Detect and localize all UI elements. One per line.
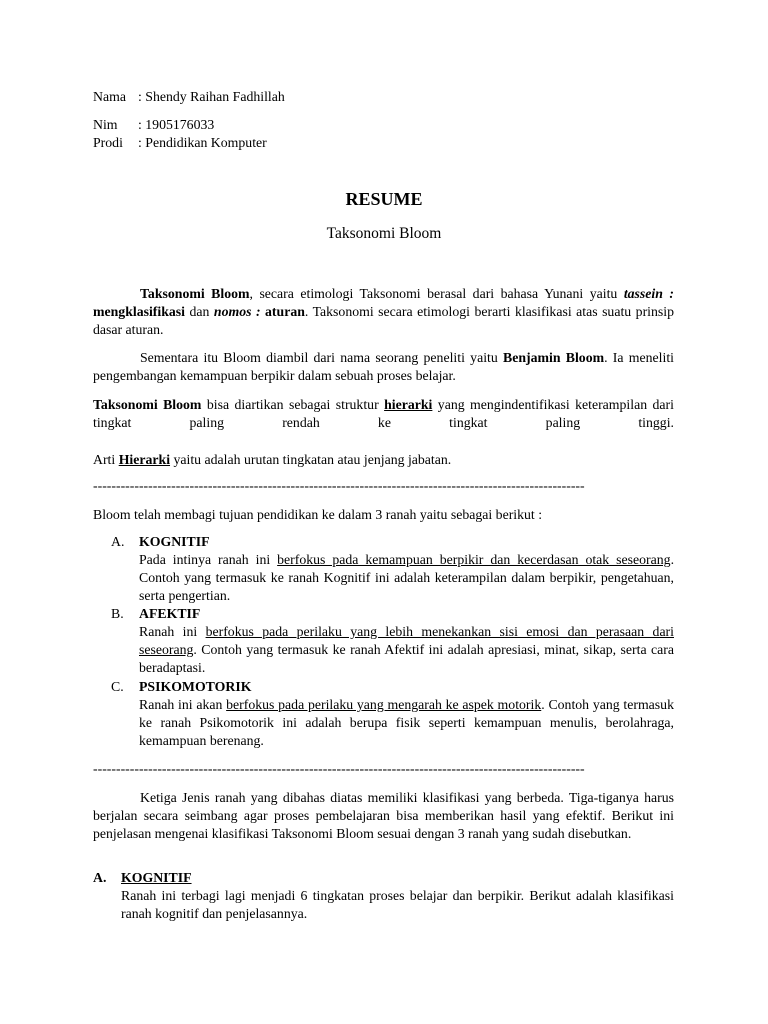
- paragraph-bloom-origin: [93, 349, 674, 385]
- list-marker-a: A.: [111, 534, 125, 549]
- paragraph-hierarki: [93, 451, 674, 469]
- p4-text-2: yaitu adalah urutan tingkatan atau jenjang jabatan.: [170, 452, 452, 467]
- section-body-kognitif: Ranah ini terbagi lagi menjadi 6 tingkatan proses belajar dan berpikir. Berikut adalah klasifikasi ranah kognitif dan penjelasannya.: [121, 888, 674, 921]
- item-b-text-1: Ranah ini: [139, 624, 206, 639]
- paragraph-definition: [93, 396, 674, 432]
- prodi-label: Prodi: [93, 135, 123, 150]
- nim-label: Nim: [93, 117, 118, 132]
- p1-text-1: , secara etimologi Taksonomi berasal dari bahasa Yunani yaitu: [249, 286, 624, 301]
- item-c-text-1: Ranah ini akan: [139, 697, 227, 712]
- nim-row: [93, 116, 214, 134]
- term-mengklasifikasi: mengklasifikasi: [93, 304, 185, 319]
- term-taksonomi-bloom: Taksonomi Bloom: [140, 286, 250, 301]
- term-nomos: nomos :: [213, 304, 261, 319]
- item-a-text-2: . Contoh yang termasuk ke ranah Kognitif ini adalah keterampilan dalam berpikir, pengetahuan, serta pengertian.: [139, 552, 675, 603]
- list-heading-kognitif: KOGNITIF: [139, 534, 210, 549]
- list-marker-b: B.: [111, 606, 124, 621]
- list-marker-c: C.: [111, 679, 124, 694]
- p4-text-1: Arti: [93, 452, 119, 467]
- name-row: [93, 88, 285, 106]
- list-body-psikomotorik: [139, 696, 674, 750]
- list-heading-afektif: AFEKTIF: [139, 606, 201, 621]
- separator-line-2: -----------------------------------------------------------------------------------------------------------: [93, 761, 585, 776]
- term-hierarki-2: Hierarki: [118, 452, 171, 467]
- section-heading-kognitif: KOGNITIF: [121, 870, 192, 885]
- term-benjamin-bloom: Benjamin Bloom: [503, 350, 605, 365]
- page-subtitle: Taksonomi Bloom: [326, 225, 442, 242]
- item-b-underlined: berfokus pada perilaku yang lebih menekankan sisi emosi dan perasaan dari seseorang: [139, 624, 674, 657]
- list-body-kognitif: [139, 551, 674, 605]
- nim-value: : 1905176033: [138, 117, 215, 132]
- item-c-text-2: . Contoh yang termasuk ke ranah Psikomotorik ini adalah berupa fisik seperti kemampuan menulis, berolahraga, kemampuan berenang.: [139, 697, 674, 748]
- p1-text-2: dan: [185, 304, 214, 319]
- p3-text-1: bisa diartikan sebagai struktur: [201, 397, 385, 412]
- term-tassein: tassein :: [623, 286, 674, 301]
- term-taksonomi-bloom-2: Taksonomi Bloom: [93, 397, 202, 412]
- name-value: : Shendy Raihan Fadhillah: [138, 89, 285, 104]
- p2-text-1: Sementara itu Bloom diambil dari nama seorang peneliti yaitu: [140, 350, 504, 365]
- term-hierarki: hierarki: [384, 397, 433, 412]
- list-body-afektif: [139, 623, 674, 677]
- item-a-underlined: berfokus pada kemampuan berpikir dan kecerdasan otak seseorang: [277, 552, 671, 567]
- p2-text-2: . Ia meneliti pengembangan kemampuan berpikir dalam sebuah proses belajar.: [93, 350, 674, 383]
- prodi-row: [93, 134, 267, 152]
- item-c-underlined: berfokus pada perilaku yang mengarah ke aspek motorik: [226, 697, 542, 712]
- section-marker-a: A.: [93, 870, 107, 885]
- paragraph-etymology: [93, 285, 674, 339]
- prodi-value: : Pendidikan Komputer: [138, 135, 267, 150]
- name-label: Nama: [93, 89, 126, 104]
- p1-text-3: . Taksonomi secara etimologi berarti klasifikasi atas suatu prinsip dasar aturan.: [93, 304, 674, 337]
- term-aturan: aturan: [260, 304, 305, 319]
- paragraph-three-domains: Ketiga Jenis ranah yang dibahas diatas memiliki klasifikasi yang berbeda. Tiga-tiganya harus berjalan secara seimbang agar proses pembelajaran bisa memberikan hasil yang efektif. Berikut ini penjelasan mengenai klasifikasi Taksonomi Bloom sesuai dengan 3 ranah yang sudah disebutkan.: [93, 790, 674, 841]
- separator-line: -----------------------------------------------------------------------------------------------------------: [93, 478, 585, 493]
- list-heading-psikomotorik: PSIKOMOTORIK: [139, 679, 252, 694]
- page-title: RESUME: [345, 189, 423, 209]
- paragraph-intro: Bloom telah membagi tujuan pendidikan ke dalam 3 ranah yaitu sebagai berikut :: [93, 507, 543, 522]
- item-a-text-1: Pada intinya ranah ini: [139, 552, 278, 567]
- item-b-text-2: . Contoh yang termasuk ke ranah Afektif ini adalah apresiasi, minat, sikap, serta cara beradaptasi.: [139, 642, 674, 675]
- p3-text-2: yang mengindentifikasi keterampilan dari tingkat paling rendah ke tingkat paling tinggi.: [93, 397, 674, 430]
